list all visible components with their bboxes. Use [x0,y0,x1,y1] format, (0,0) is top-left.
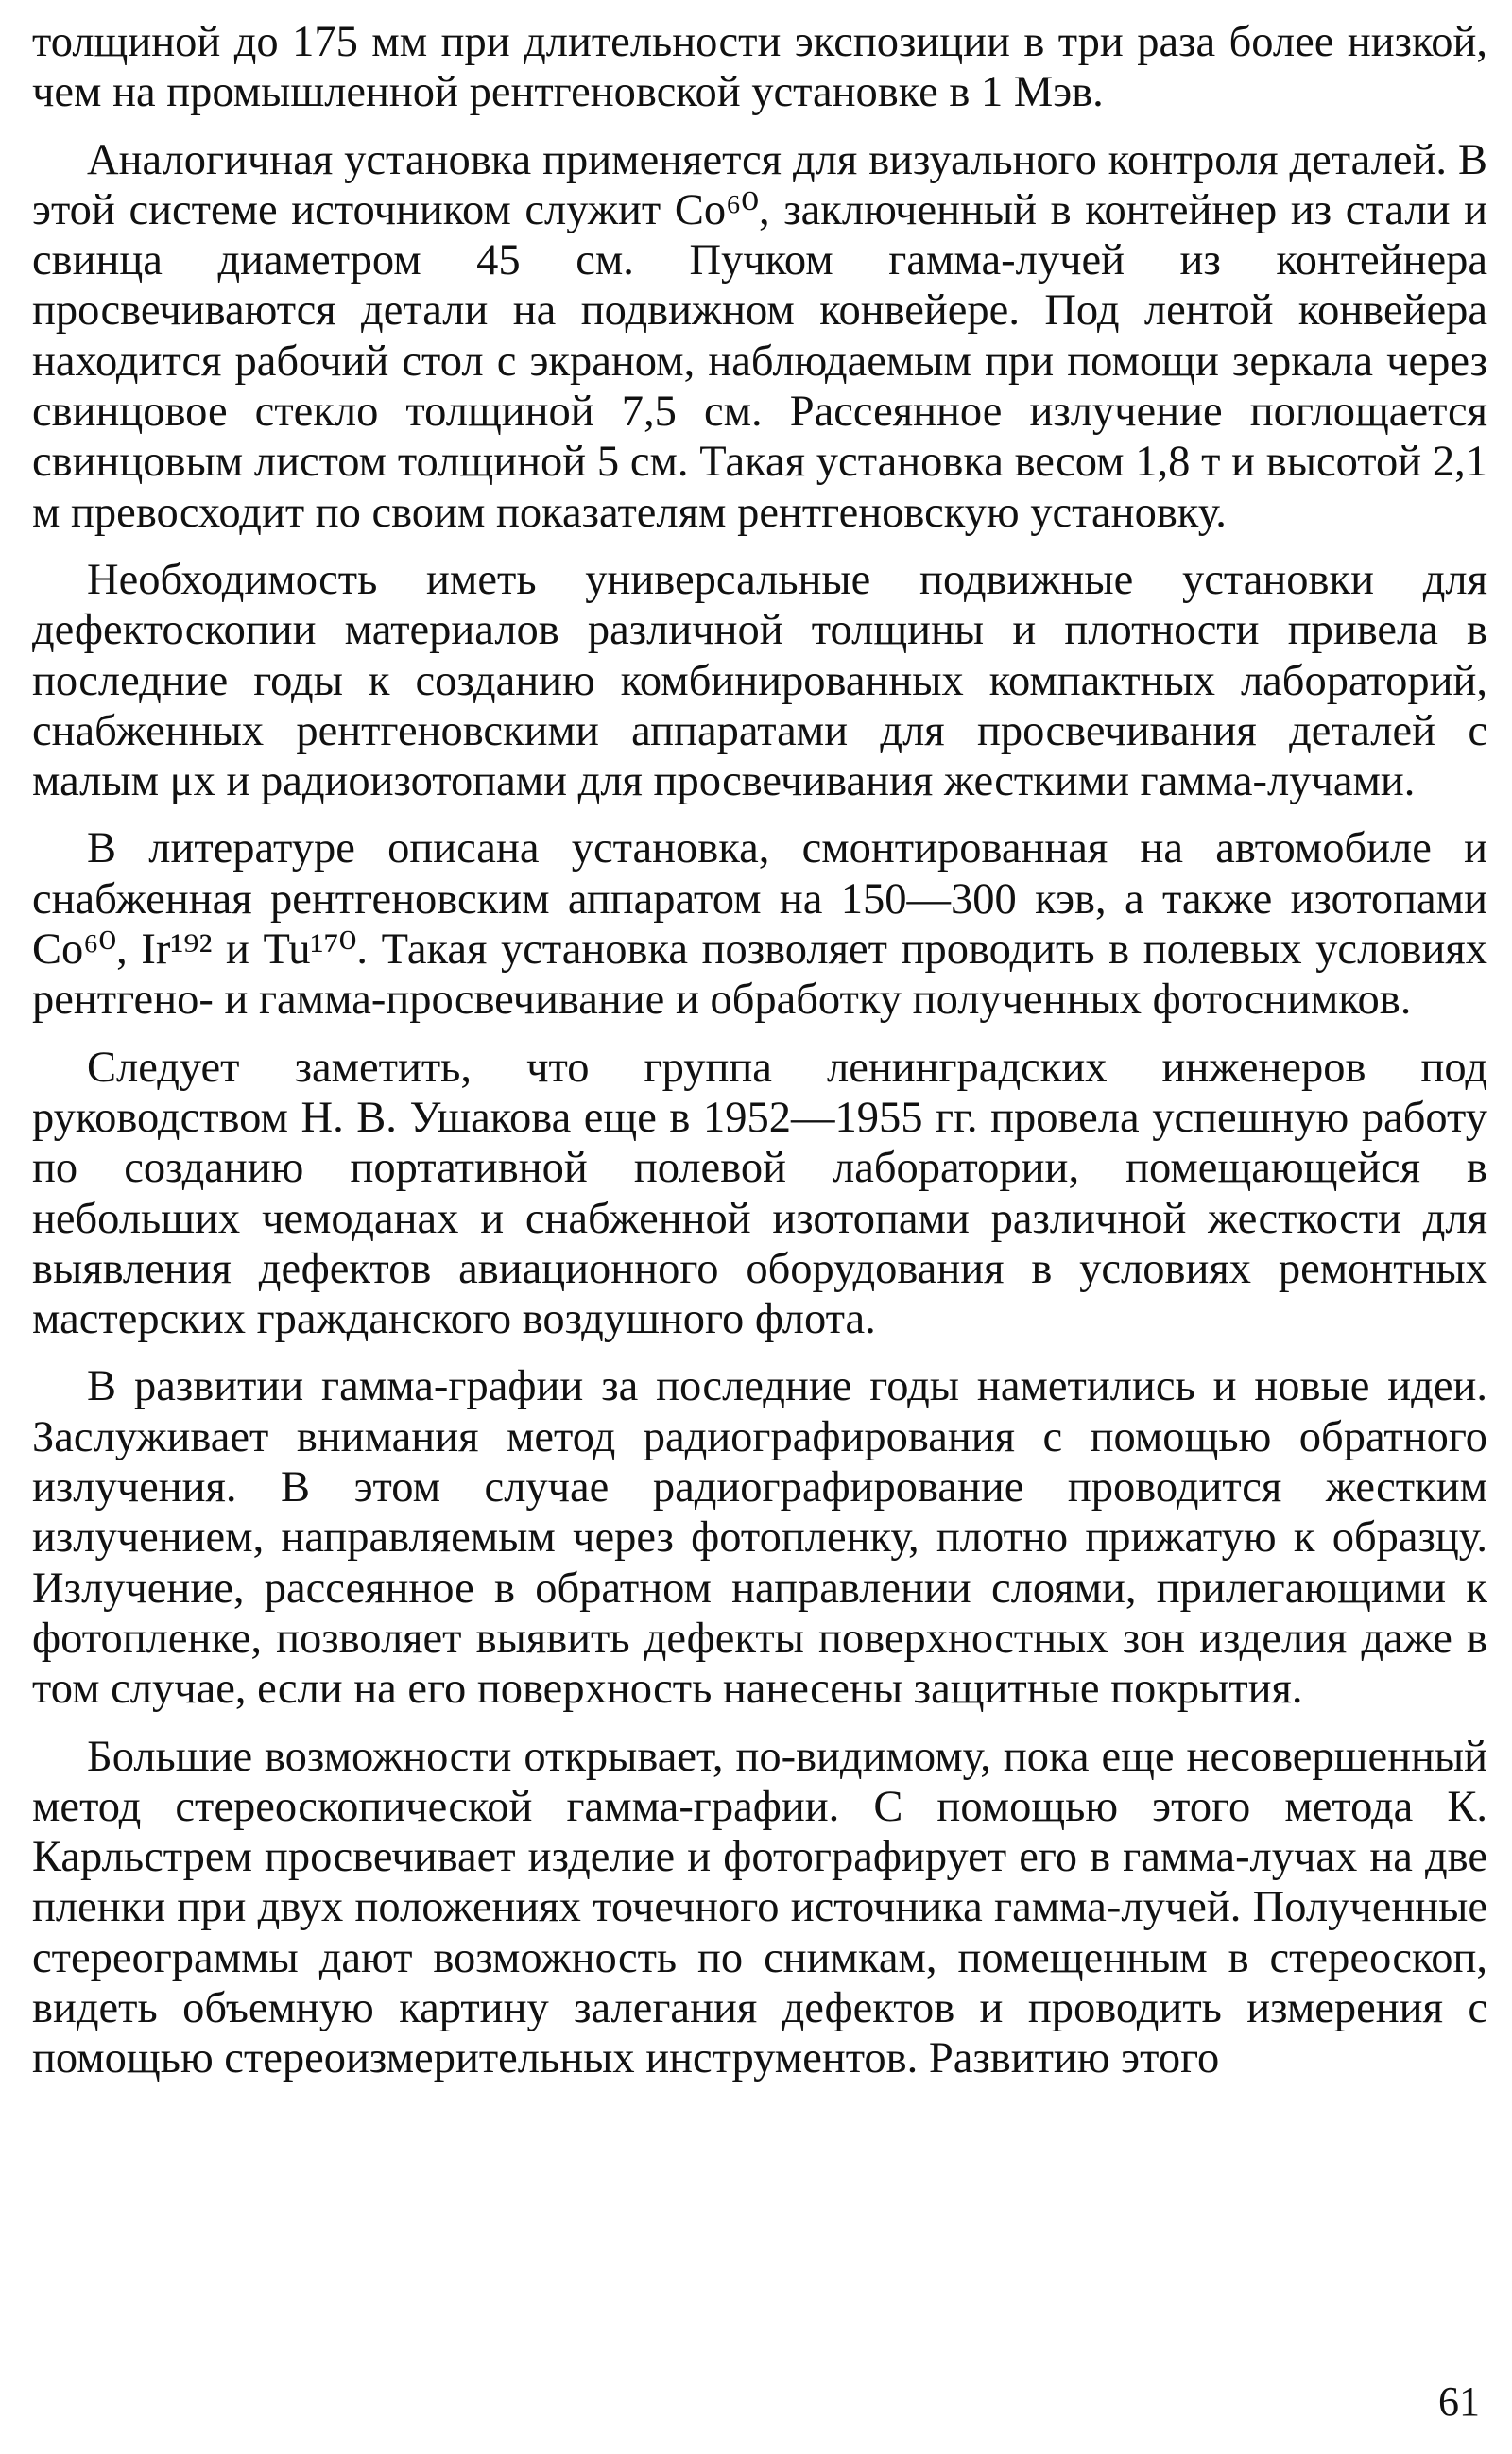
paragraph: В развитии гамма-графии за последние годы наметились и новые идеи. Заслуживает внимания метод радиографирования с помощью обратного излучения. В этом случае радиографирование проводится жестким излучением, направляемым через фотопленку, плотно прижатую к образцу. Излучение, рассеянное в обратном направлении слоями, прилегающими к фотопленке, позволяет выявить дефекты поверхностных зон изделия даже в том случае, если на его поверхность нанесены защитные покрытия. [32,1362,1487,1714]
page-text [32,17,1487,2101]
page-number: 61 [1438,2378,1480,2425]
paragraph: Аналогичная установка применяется для визуального контроля деталей. В этой системе источником служит Co⁶⁰, заключенный в контейнер из стали и свинца диаметром 45 см. Пучком гамма-лучей из контейнера просвечиваются детали на подвижном конвейере. Под лентой конвейера находится рабочий стол с экраном, наблюдаемым при помощи зеркала через свинцовое стекло толщиной 7,5 см. Рассеянное излучение поглощается свинцовым листом толщиной 5 см. Такая установка весом 1,8 т и высотой 2,1 м превосходит по своим показателям рентгеновскую установку. [32,135,1487,537]
paragraph: толщиной до 175 мм при длительности экспозиции в три раза более низкой, чем на промышленной рентгеновской установке в 1 Мэв. [32,18,1487,117]
paragraph: Следует заметить, что группа ленинградских инженеров под руководством Н. В. Ушакова еще в 1952—1955 гг. провела успешную работу по созданию портативной полевой лаборатории, помещающейся в небольших чемоданах и снабженной изотопами различной жесткости для выявления дефектов авиационного оборудования в условиях ремонтных мастерских гражданского воздушного флота. [32,1043,1487,1344]
paragraph: В литературе описана установка, смонтированная на автомобиле и снабженная рентгеновским аппаратом на 150—300 кэв, а также изотопами Co⁶⁰, Ir¹⁹² и Tu¹⁷⁰. Такая установка позволяет проводить в полевых условиях рентгено- и гамма-просвечивание и обработку полученных фотоснимков. [32,824,1487,1025]
paragraph: Большие возможности открывает, по-видимому, пока еще несовершенный метод стереоскопической гамма-графии. С помощью этого метода К. Карльстрем просвечивает изделие и фотографирует его в гамма-лучах на две пленки при двух положениях точечного источника гамма-лучей. Полученные стереограммы дают возможность по снимкам, помещенным в стереоскоп, видеть объемную картину залегания дефектов и проводить измерения с помощью стереоизмерительных инструментов. Развитию этого [32,1732,1487,2083]
paragraph: Необходимость иметь универсальные подвижные установки для дефектоскопии материалов различной толщины и плотности привела в последние годы к созданию комбинированных компактных лабораторий, снабженных рентгеновскими аппаратами для просвечивания деталей с малым μx и радиоизотопами для просвечивания жесткими гамма-лучами. [32,555,1487,806]
